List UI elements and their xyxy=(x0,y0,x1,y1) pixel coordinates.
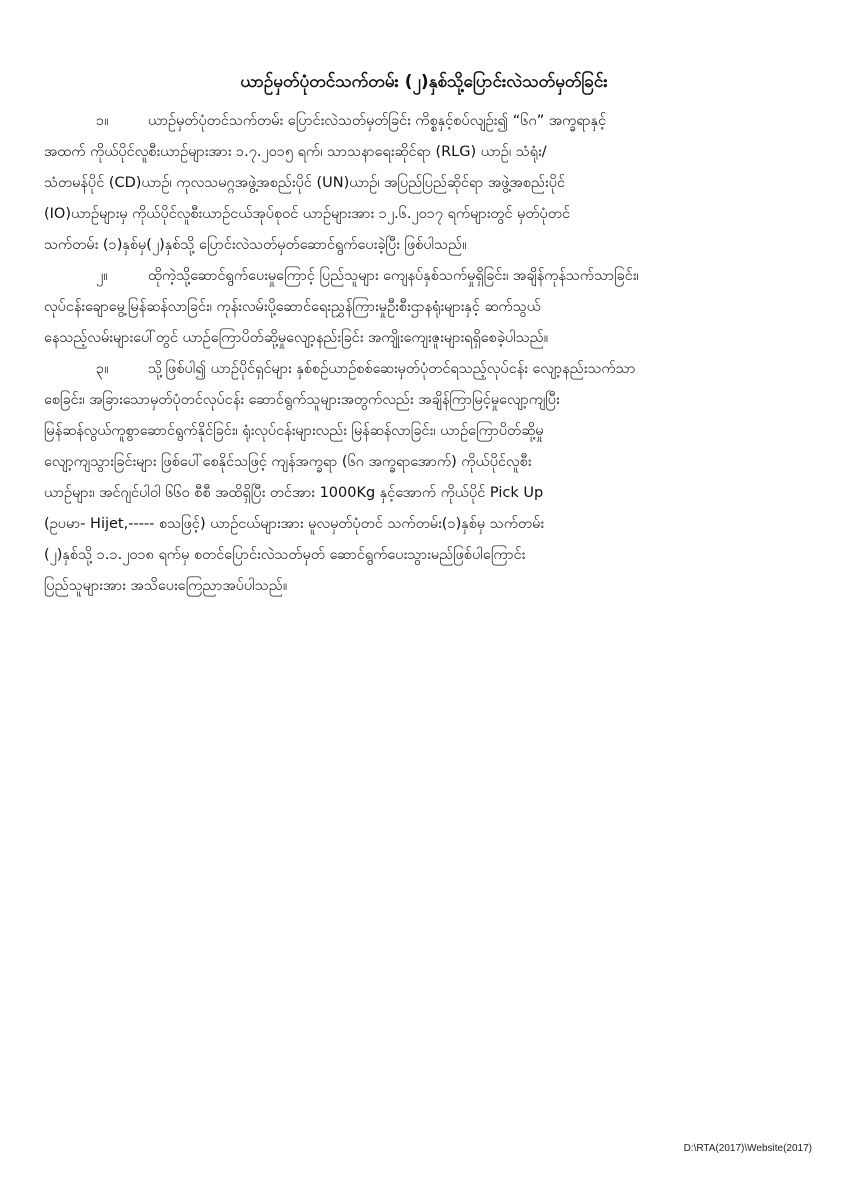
paragraph-3-number: ၃။ xyxy=(96,361,109,377)
paragraph-3-line-3 xyxy=(44,416,796,447)
paragraph-1-line-3 xyxy=(44,168,796,199)
paragraph-3-text-2: စေခြင်း၊ အခြားသောမှတ်ပုံတင်လုပ်ငန်း ဆောင်ရွက်သူများအတွက်လည်း အချိန်ကြာမြင့်မှုလျော့ကျပြီး xyxy=(44,392,560,408)
paragraph-3-line-2 xyxy=(44,385,796,416)
paragraph-3-line-1 xyxy=(96,354,796,385)
paragraph-1-text-5: သက်တမ်း (၁)နှစ်မှ(၂)နှစ်သို့ ပြောင်းလဲသတ်မှတ်ဆောင်ရွက်ပေးခဲ့ပြီး ဖြစ်ပါသည်။ xyxy=(44,237,467,253)
document-body xyxy=(44,106,796,602)
footer-file-path: D:\RTA(2017)\Website(2017) xyxy=(683,1143,812,1154)
paragraph-3-text-8: ပြည်သူများအား အသိပေးကြေညာအပ်ပါသည်။ xyxy=(44,578,288,594)
paragraph-2-text-1: ထိုကဲ့သို့ဆောင်ရွက်ပေးမှုကြောင့် ပြည်သူများ ကျေနပ်နှစ်သက်မှုရှိခြင်း၊ အချိန်ကုန်သက်သာခြင်း၊ xyxy=(148,268,639,284)
paragraph-2-line-1 xyxy=(96,261,796,292)
paragraph-2-number: ၂။ xyxy=(96,268,108,284)
paragraph-1-number: ၁။ xyxy=(96,113,109,129)
paragraph-3-text-5: ယာဉ်များ၊ အင်ဂျင်ပါဝါ ၆၆၀ စီစီ အထိရှိပြီး တင်အား 1000Kg နှင့်အောက် ကိုယ်ပိုင် Pick Up xyxy=(44,485,544,501)
paragraph-3-line-7 xyxy=(44,540,796,571)
paragraph-1-line-1 xyxy=(96,106,796,137)
paragraph-1-line-4 xyxy=(44,199,796,230)
paragraph-3-text-1: သို့ဖြစ်ပါ၍ ယာဉ်ပိုင်ရှင်များ နှစ်စဉ်ယာဉ်စစ်ဆေးမှတ်ပုံတင်ရသည့်လုပ်ငန်း လျော့နည်းသက်သာ xyxy=(148,361,636,377)
paragraph-1-text-4: (IO)ယာဉ်များမှ ကိုယ်ပိုင်လူစီးယာဉ်ငယ်အုပ်စုဝင် ယာဉ်များအား ၁၂.၆.၂၀၁၇ ရက်များတွင် မှတ်ပုံတင် xyxy=(44,206,570,222)
paragraph-1-text-3: သံတမန်ပိုင် (CD)ယာဉ်၊ ကုလသမဂ္ဂအဖွဲ့အစည်းပိုင် (UN)ယာဉ်၊ အပြည်ပြည်ဆိုင်ရာ အဖွဲ့အစည်းပိုင် xyxy=(44,175,566,191)
paragraph-1-text-2: အထက် ကိုယ်ပိုင်လူစီးယာဉ်များအား ၁.၇.၂၀၁၅ ရက်၊ သာသနာရေးဆိုင်ရာ (RLG) ယာဉ်၊ သံရုံး/ xyxy=(44,144,547,160)
document-title: ယာဉ်မှတ်ပုံတင်သက်တမ်း (၂)နှစ်သို့ပြောင်းလဲသတ်မှတ်ခြင်း xyxy=(240,72,608,92)
paragraph-2-line-2 xyxy=(44,292,796,323)
paragraph-3-text-7: (၂)နှစ်သို့ ၁.၁.၂၀၁၈ ရက်မှ စတင်ပြောင်းလဲသတ်မှတ် ဆောင်ရွက်ပေးသွားမည်ဖြစ်ပါကြောင်း xyxy=(44,547,526,563)
paragraph-3-line-4 xyxy=(44,447,796,478)
paragraph-2-line-3 xyxy=(44,323,796,354)
paragraph-3-line-8 xyxy=(44,571,796,602)
paragraph-2-text-2: လုပ်ငန်းချောမွေ့မြန်ဆန်လာခြင်း၊ ကုန်းလမ်းပို့ဆောင်ရေးညွှန်ကြားမှုဦးစီးဌာနရုံးများနှင့် ဆက်သွယ် xyxy=(44,299,541,315)
paragraph-3-text-4: လျော့ကျသွားခြင်းများ ဖြစ်ပေါ်စေနိုင်သဖြင့် ကျန်အက္ခရာ (၆ဂ အက္ခရာအောက်) ကိုယ်ပိုင်လူစီး xyxy=(44,454,532,470)
paragraph-3-text-6: (ဥပမာ- Hijet,----- စသဖြင့်) ယာဉ်ငယ်များအား မူလမှတ်ပုံတင် သက်တမ်း(၁)နှစ်မှ သက်တမ်း xyxy=(44,516,545,532)
paragraph-3-line-5 xyxy=(44,478,796,509)
paragraph-2-text-3: နေသည့်လမ်းများပေါ်တွင် ယာဉ်ကြောပိတ်ဆို့မှုလျော့နည်းခြင်း အကျိုးကျေးဇူးများရရှိစေခဲ့ပါသည်။ xyxy=(44,330,549,346)
paragraph-3-line-6 xyxy=(44,509,796,540)
paragraph-1-text-1: ယာဉ်မှတ်ပုံတင်သက်တမ်း ပြောင်းလဲသတ်မှတ်ခြင်း ကိစ္စနှင့်စပ်လျဉ်း၍ “၆ဂ” အက္ခရာနှင့် xyxy=(148,113,607,129)
paragraph-1-line-2 xyxy=(44,137,796,168)
paragraph-3-text-3: မြန်ဆန်လွယ်ကူစွာဆောင်ရွက်နိုင်ခြင်း၊ ရုံးလုပ်ငန်းများလည်း မြန်ဆန်လာခြင်း၊ ယာဉ်ကြောပိတ်ဆို့မှု xyxy=(44,423,544,439)
paragraph-1-line-5 xyxy=(44,230,796,261)
